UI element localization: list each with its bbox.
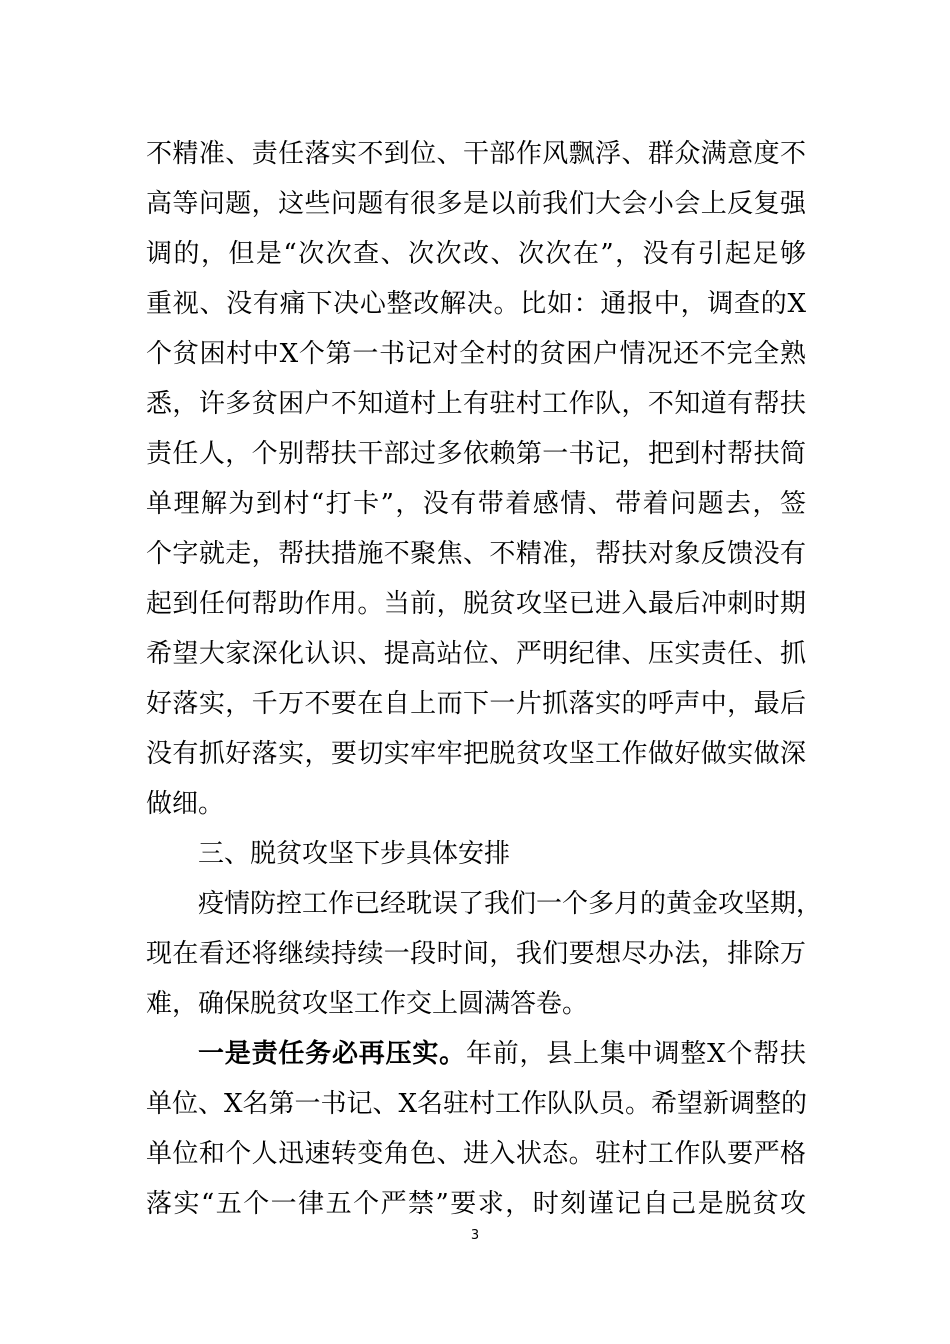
text-line: 疫情防控工作已经耽误了我们一个多月的黄金攻坚期， bbox=[198, 889, 823, 919]
text-line: 落实“五个一律五个严禁”要求，时刻谨记自己是脱贫攻 bbox=[146, 1189, 806, 1219]
text-line: 单位、X名第一书记、X名驻村工作队队员。希望新调整的 bbox=[146, 1089, 808, 1119]
text-line: 重视、没有痛下决心整改解决。比如：通报中，调查的X bbox=[146, 289, 806, 319]
text-line: 个字就走，帮扶措施不聚焦、不精准，帮扶对象反馈没有 bbox=[146, 539, 806, 569]
text-line: 做细。 bbox=[146, 789, 225, 819]
text-line: 单位和个人迅速转变角色、进入状态。驻村工作队要严格 bbox=[146, 1139, 806, 1169]
text-line: 不精准、责任落实不到位、干部作风飘浮、群众满意度不 bbox=[146, 139, 806, 169]
text-line: 难，确保脱贫攻坚工作交上圆满答卷。 bbox=[146, 989, 589, 1019]
text-line: 调的，但是“次次查、次次改、次次在”，没有引起足够 bbox=[146, 239, 806, 269]
text-line: 现在看还将继续持续一段时间，我们要想尽办法，排除万 bbox=[146, 939, 806, 969]
text-line: 高等问题，这些问题有很多是以前我们大会小会上反复强 bbox=[146, 189, 806, 219]
text-line: 起到任何帮助作用。当前，脱贫攻坚已进入最后冲刺时期 bbox=[146, 589, 806, 619]
text-line: 没有抓好落实，要切实牢牢把脱贫攻坚工作做好做实做深 bbox=[146, 739, 806, 769]
paragraph-lead: 一是责任务必再压实。 bbox=[198, 1039, 466, 1069]
text-line: 个贫困村中X个第一书记对全村的贫困户情况还不完全熟 bbox=[146, 339, 806, 369]
text-line: 悉，许多贫困户不知道村上有驻村工作队，不知道有帮扶 bbox=[146, 389, 806, 419]
text-line: 希望大家深化认识、提高站位、严明纪律、压实责任、抓 bbox=[146, 639, 806, 669]
page-number: 3 bbox=[470, 1228, 480, 1243]
text-line bbox=[198, 1029, 806, 1079]
paragraph-text: 年前，县上集中调整X个帮扶 bbox=[465, 1039, 806, 1069]
section-heading: 三、脱贫攻坚下步具体安排 bbox=[198, 839, 511, 869]
text-line: 责任人，个别帮扶干部过多依赖第一书记，把到村帮扶简 bbox=[146, 439, 806, 469]
text-line: 单理解为到村“打卡”，没有带着感情、带着问题去，签 bbox=[146, 489, 806, 519]
text-line: 好落实，千万不要在自上而下一片抓落实的呼声中，最后 bbox=[146, 689, 806, 719]
